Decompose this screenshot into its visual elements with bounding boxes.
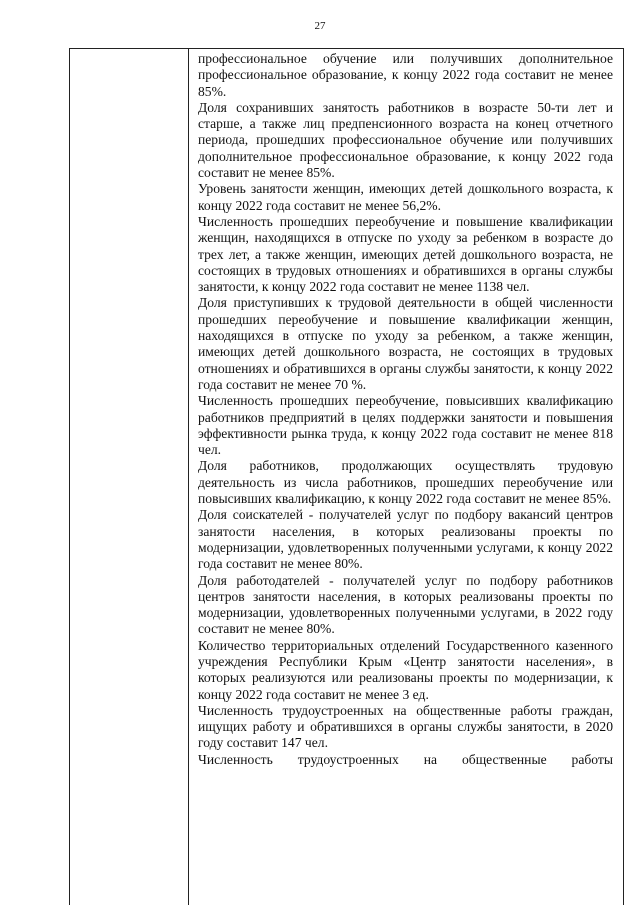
paragraph-modernized-offices-count: Количество территориальных отделений Государственного казенного учреждения Республики Крым «Центр занятости населения», в которых реализуются или реализованы проекты по модернизации, к концу 2022 года составит не менее 3 ед. — [198, 637, 613, 702]
paragraph-workers-continuing-share: Доля работников, продолжающих осуществлять трудовую деятельность из числа работников, прошедших переобучение или повысивших квалификацию, к концу 2022 года составит не менее 85%. — [198, 458, 613, 507]
paragraph-employers-satisfaction: Доля работодателей - получателей услуг по подбору работников центров занятости населения, в которых реализованы проекты по модернизации, удовлетворенных полученными услугами, в 2022 году составит не менее 80%. — [198, 572, 613, 637]
paragraph-women-started-work-share: Доля приступивших к трудовой деятельности в общей численности прошедших переобучение и повышение квалификации женщин, находящихся в отпуске по уходу за ребенком, а также женщин, имеющих детей дошкольного возраста, не состоящих в трудовых отношениях и обратившихся в органы службы занятости, к концу 2022 года составит не менее 70 %. — [198, 295, 613, 392]
paragraph-public-works-continued: Численность трудоустроенных на общественные работы — [198, 751, 613, 767]
paragraph-public-works-2020: Численность трудоустроенных на общественные работы граждан, ищущих работу и обратившихся в органы службы занятости, в 2020 году составит 147 чел. — [198, 702, 613, 751]
paragraph-preretirement-employment: Доля сохранивших занятость работников в возрасте 50-ти лет и старше, а также лиц предпенсионного возраста на конец отчетного периода, прошедших профессиональное обучение или получивших дополнительное профессиональное образование, к концу 2022 года составит не менее 85%. — [198, 99, 613, 181]
table-right-column — [198, 51, 613, 768]
paragraph-job-seekers-satisfaction: Доля соискателей - получателей услуг по подбору вакансий центров занятости населения, в которых реализованы проекты по модернизации, удовлетворенных полученными услугами, к концу 2022 года составит не менее 80%. — [198, 507, 613, 572]
paragraph-vocational-training: профессиональное обучение или получивших дополнительное профессиональное образование, к концу 2022 года составит не менее 85%. — [198, 51, 613, 99]
table-left-column — [70, 49, 189, 905]
paragraph-women-retraining-count: Численность прошедших переобучение и повышение квалификации женщин, находящихся в отпуске по уходу за ребенком в возрасте до трех лет, а также женщин, имеющих детей дошкольного возраста, не состоящих в трудовых отношениях и обратившихся в органы службы занятости, к концу 2022 года составит не менее 1138 чел. — [198, 213, 613, 295]
page-number: 27 — [314, 20, 326, 32]
document-table — [69, 48, 624, 905]
paragraph-women-employment-level: Уровень занятости женщин, имеющих детей дошкольного возраста, к концу 2022 года составит не менее 56,2%. — [198, 181, 613, 213]
paragraph-enterprise-workers-retraining: Численность прошедших переобучение, повысивших квалификацию работников предприятий в целях поддержки занятости и повышения эффективности рынка труда, к концу 2022 года составит не менее 818 чел. — [198, 393, 613, 458]
